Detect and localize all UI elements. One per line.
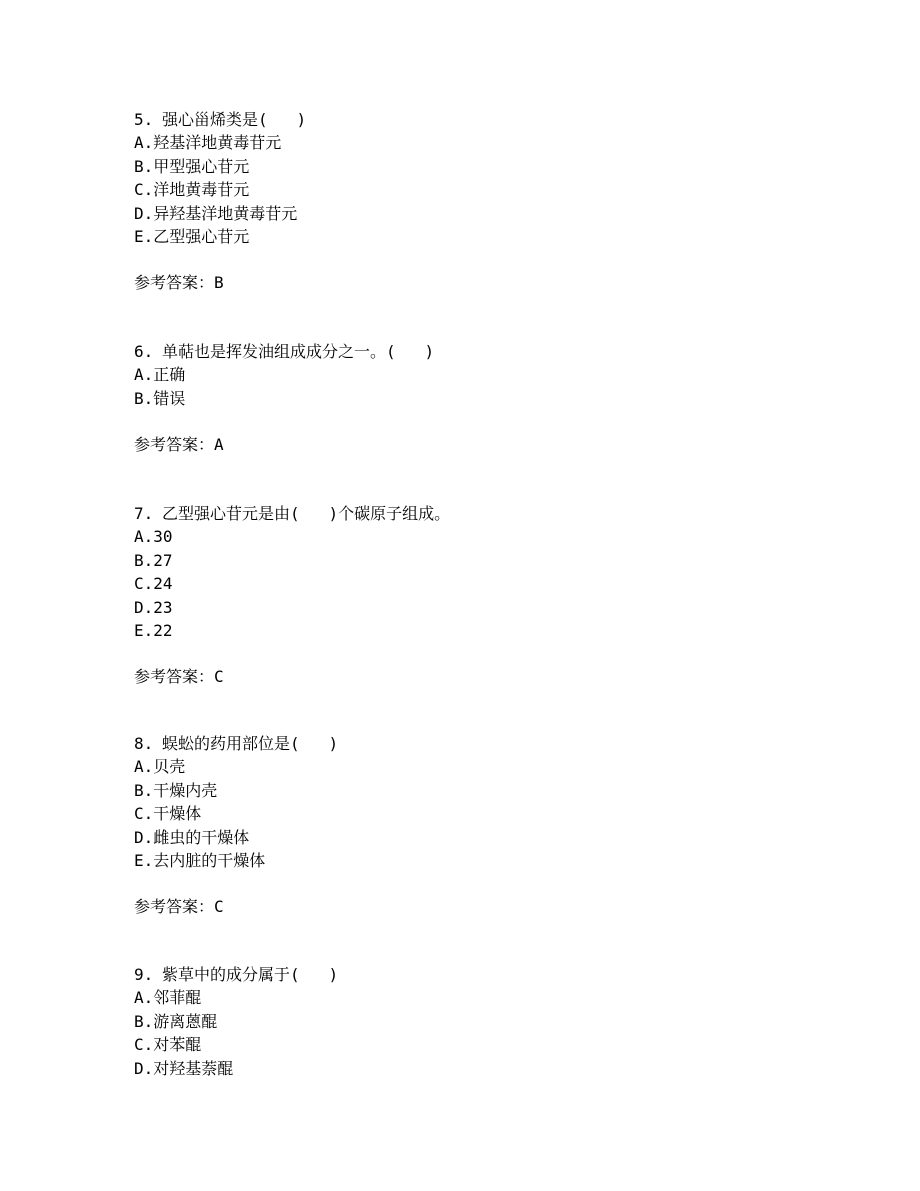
option-d: D.23 — [134, 597, 173, 617]
question-6 — [134, 340, 834, 457]
answer-value: B — [214, 273, 224, 293]
question-stem — [134, 963, 834, 986]
answer-line — [134, 895, 834, 918]
option-a: A.正确 — [134, 365, 186, 385]
option-e: E.去内脏的干燥体 — [134, 850, 266, 870]
question-stem — [134, 502, 834, 525]
question-text: 强心甾烯类是( ) — [162, 110, 307, 129]
option-b: B.游离蒽醌 — [134, 1011, 218, 1031]
option-a: A.贝壳 — [134, 757, 186, 777]
option-c: C.24 — [134, 574, 173, 594]
answer-value: C — [214, 667, 224, 687]
answer-line — [134, 271, 834, 294]
option-a: A.羟基洋地黄毒苷元 — [134, 133, 282, 153]
question-9 — [134, 963, 834, 1080]
option-c: C.干燥体 — [134, 804, 202, 824]
option-d: D.对羟基萘醌 — [134, 1058, 234, 1078]
question-stem — [134, 340, 834, 363]
option-d: D.雌虫的干燥体 — [134, 827, 250, 847]
option-c: C.对苯醌 — [134, 1035, 202, 1055]
question-5 — [134, 108, 834, 295]
option-b: B.错误 — [134, 388, 186, 408]
question-text: 紫草中的成分属于( ) — [162, 965, 339, 984]
question-number: 6. — [134, 342, 154, 361]
question-number: 7. — [134, 504, 154, 523]
question-number: 9. — [134, 965, 154, 984]
question-stem — [134, 732, 834, 755]
option-a: A.30 — [134, 527, 173, 547]
answer-label: 参考答案： — [134, 667, 215, 687]
option-e: E.乙型强心苷元 — [134, 226, 250, 246]
answer-value: C — [214, 897, 224, 917]
answer-line — [134, 665, 834, 688]
option-b: B.甲型强心苷元 — [134, 156, 250, 176]
answer-label: 参考答案： — [134, 435, 215, 455]
answer-label: 参考答案： — [134, 273, 215, 293]
option-e: E.22 — [134, 620, 173, 640]
question-number: 8. — [134, 734, 154, 753]
option-b: B.27 — [134, 550, 173, 570]
answer-label: 参考答案： — [134, 897, 215, 917]
question-text: 蜈蚣的药用部位是( ) — [162, 734, 339, 753]
question-stem — [134, 108, 834, 131]
question-number: 5. — [134, 110, 154, 129]
question-text: 单萜也是挥发油组成成分之一。( ) — [162, 342, 435, 361]
question-7 — [134, 502, 834, 689]
answer-line — [134, 433, 834, 456]
option-b: B.干燥内壳 — [134, 780, 218, 800]
question-text: 乙型强心苷元是由( )个碳原子组成。 — [162, 504, 451, 523]
option-d: D.异羟基洋地黄毒苷元 — [134, 203, 298, 223]
option-a: A.邻菲醌 — [134, 988, 202, 1008]
answer-value: A — [214, 435, 224, 455]
question-8 — [134, 732, 834, 919]
option-c: C.洋地黄毒苷元 — [134, 180, 250, 200]
